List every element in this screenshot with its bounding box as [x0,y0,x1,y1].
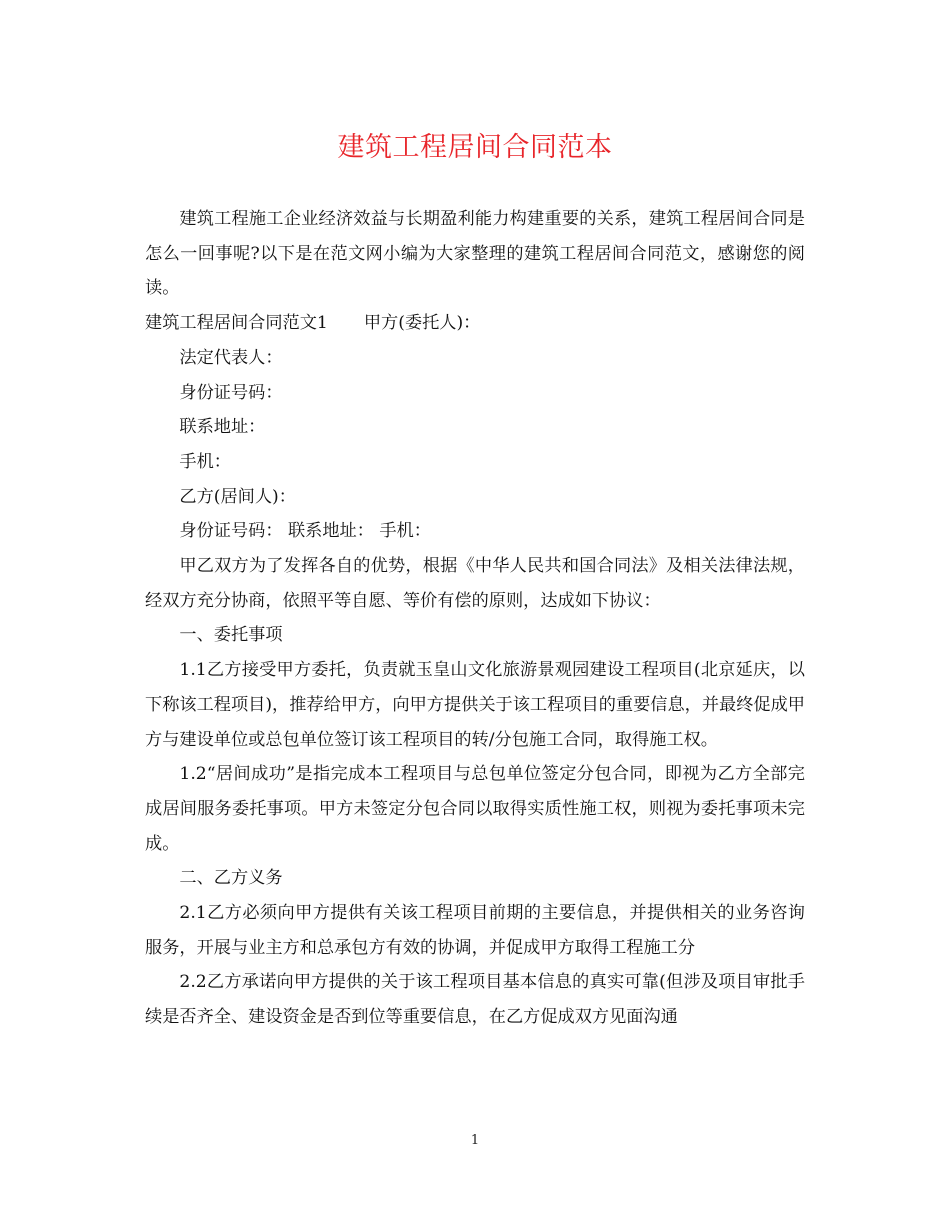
legal-representative-field: 法定代表人： [179,347,283,368]
id-number-field: 身份证号码： [179,382,283,403]
sample-heading-line [145,306,805,341]
document-body [145,202,805,1035]
page-number: 1 [470,1133,480,1148]
party-b-label: 乙方(居间人)： [179,486,296,507]
party-a-label: 甲方(委托人)： [363,313,481,334]
clause-1-2: 1.2“居间成功”是指完成本工程项目与总包单位签定分包合同，即视为乙方全部完成居间服务委托事项。甲方未签定分包合同以取得实质性施工权，则视为委托事项未完成。 [145,764,805,854]
party-b-info-fields: 身份证号码： 联系地址： 手机： [179,521,431,542]
clause-1-1: 1.1乙方接受甲方委托，负责就玉皇山文化旅游景观园建设工程项目(北京延庆，以下称该工程项目)，推荐给甲方，向甲方提供关于该工程项目的重要信息，并最终促成甲方与建设单位或总包单位签订该工程项目的转/分包施工合同，取得施工权。 [145,660,805,750]
clause-2-2: 2.2乙方承诺向甲方提供的关于该工程项目基本信息的真实可靠(但涉及项目审批手续是否齐全、建设资金是否到位等重要信息，在乙方促成双方见面沟通 [145,972,805,1028]
agreement-paragraph: 甲乙双方为了发挥各自的优势，根据《中华人民共和国合同法》及相关法律法规，经双方充分协商，依照平等自愿、等价有偿的原则，达成如下协议： [145,556,805,611]
section-1-title: 一、委托事项 [179,625,283,646]
section-2-title: 二、乙方义务 [179,868,283,889]
sample-heading: 建筑工程居间合同范文1 [145,313,328,334]
address-field: 联系地址： [179,417,266,438]
clause-2-1: 2.1乙方必须向甲方提供有关该工程项目前期的主要信息，并提供相关的业务咨询服务，开展与业主方和总承包方有效的协调，并促成甲方取得工程施工分 [145,903,805,958]
mobile-field: 手机： [179,451,231,472]
intro-paragraph: 建筑工程施工企业经济效益与长期盈利能力构建重要的关系，建筑工程居间合同是怎么一回事呢?以下是在范文网小编为大家整理的建筑工程居间合同范文，感谢您的阅读。 [145,209,805,299]
document-title: 建筑工程居间合同范本 [337,132,613,163]
